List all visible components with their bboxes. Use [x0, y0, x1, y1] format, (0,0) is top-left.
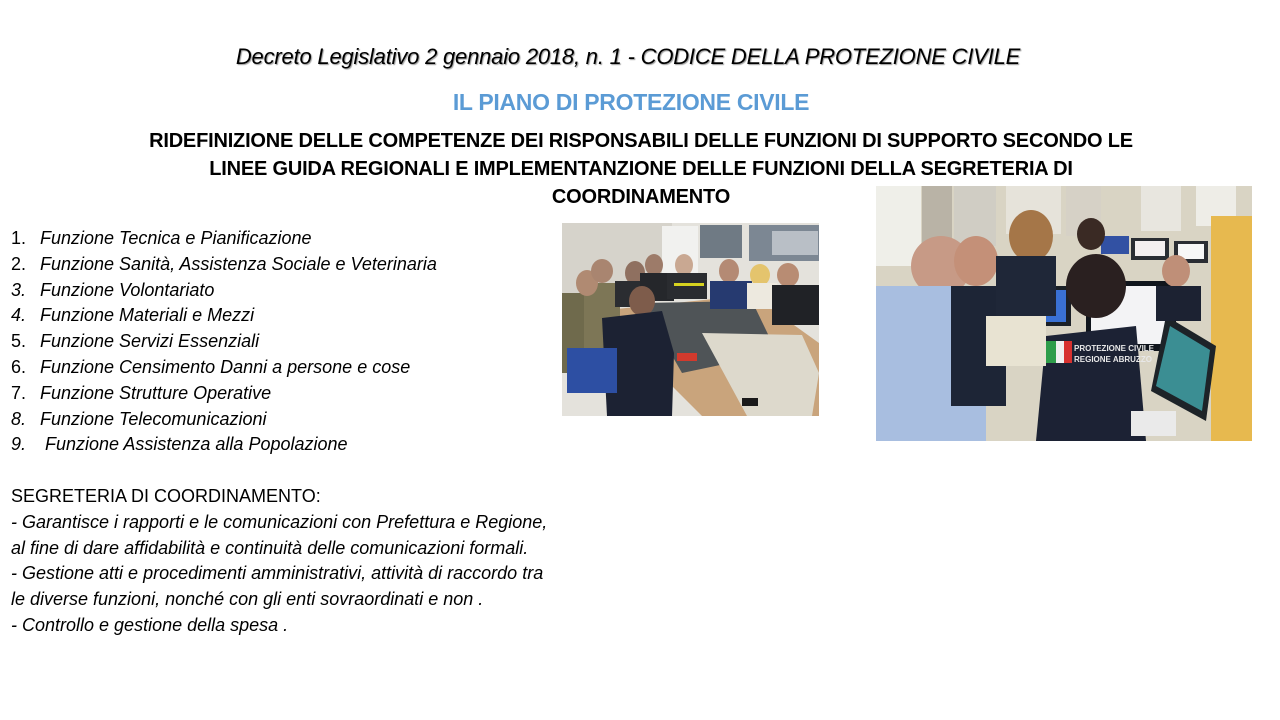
list-number: 1. [11, 228, 27, 248]
list-label: Funzione Telecomunicazioni [40, 408, 267, 429]
secretariat-line: - Controllo e gestione della spesa . [11, 614, 289, 635]
secretariat-line: - Garantisce i rapporti e le comunicazioni con Prefettura e Regione, [11, 511, 548, 532]
meeting-photo [562, 223, 819, 416]
list-number: 9. [11, 434, 27, 455]
list-label: Funzione Strutture Operative [40, 382, 272, 403]
list-label: Funzione Servizi Essenziali [40, 331, 260, 352]
secretariat-line: - Gestione atti e procedimenti amministrativi, attività di raccordo tra [11, 563, 544, 584]
shirt-text: PROTEZIONE CIVILE [1074, 344, 1155, 353]
list-item [11, 329, 551, 355]
list-number: 7. [11, 382, 27, 403]
list-item [11, 252, 551, 278]
list-label: Funzione Sanità, Assistenza Sociale e Veterinaria [40, 253, 437, 274]
subtitle-line: LINEE GUIDA REGIONALI E IMPLEMENTANZIONE DELLE FUNZIONI DELLA SEGRETERIA DI [209, 158, 1073, 180]
list-item [11, 355, 551, 381]
list-number: 2. [11, 253, 27, 274]
subtitle-line: RIDEFINIZIONE DELLE COMPETENZE DEI RISPONSABILI DELLE FUNZIONI DI SUPPORTO SECONDO LE [149, 130, 1133, 152]
list-number: 8. [11, 408, 27, 429]
list-item [11, 226, 551, 252]
shirt-text: REGIONE ABRUZZO [1074, 355, 1152, 364]
secretariat-line: le diverse funzioni, nonché con gli enti sovraordinati e non . [11, 589, 484, 610]
list-item [11, 278, 551, 304]
secretariat-section [11, 484, 671, 639]
list-number: 4. [11, 305, 27, 326]
operations-room-photo [876, 186, 1252, 441]
list-label: Funzione Tecnica e Pianificazione [40, 228, 312, 248]
list-number: 6. [11, 356, 27, 377]
list-label: Funzione Assistenza alla Popolazione [40, 434, 348, 455]
list-number: 5. [11, 331, 27, 352]
list-label: Funzione Materiali e Mezzi [40, 305, 255, 326]
list-item [11, 407, 551, 433]
list-item [11, 303, 551, 329]
secretariat-line: al fine di dare affidabilità e continuità delle comunicazioni formali. [11, 537, 529, 558]
decree-title: Decreto Legislativo 2 gennaio 2018, n. 1 - CODICE DELLA PROTEZIONE CIVILE [235, 44, 1021, 69]
plan-title: IL PIANO DI PROTEZIONE CIVILE [452, 89, 810, 115]
secretariat-heading: SEGRETERIA DI COORDINAMENTO: [11, 486, 321, 506]
support-functions-list [11, 226, 551, 458]
subtitle-line: COORDINAMENTO [551, 186, 731, 208]
list-label: Funzione Volontariato [40, 279, 215, 300]
list-number: 3. [11, 279, 27, 300]
list-label: Funzione Censimento Danni a persone e cose [40, 356, 411, 377]
list-item [11, 381, 551, 407]
list-item [11, 432, 551, 458]
